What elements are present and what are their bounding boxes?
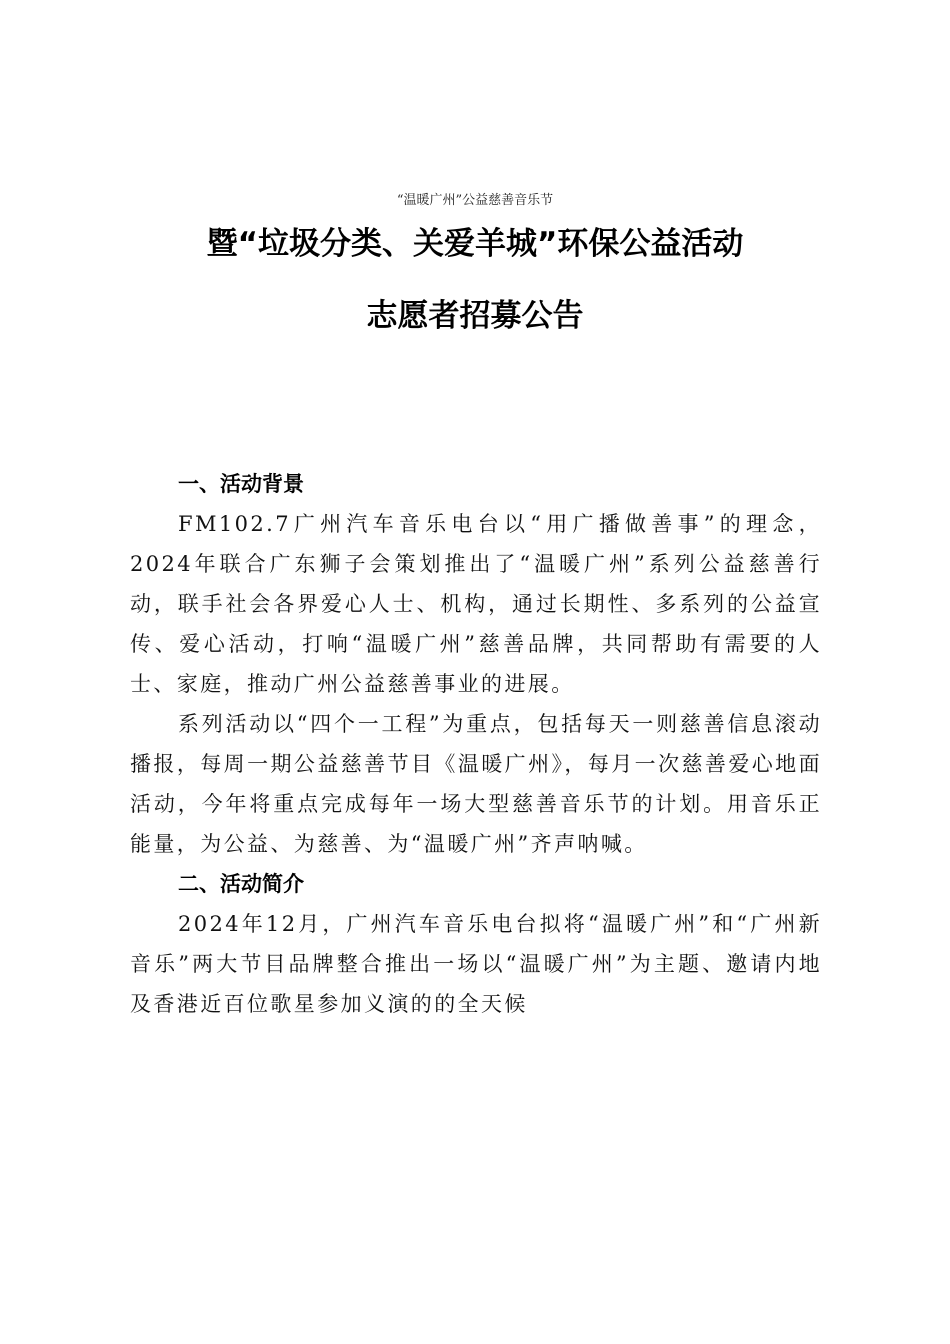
document-title-line-1: 暨“垃圾分类、关爱羊城”环保公益活动 bbox=[206, 226, 744, 262]
paragraph-introduction-1: 2024年12月，广州汽车音乐电台拟将“温暖广州”和“广州新音乐”两大节目品牌整合推出一场以“温暖广州”为主题、邀请内地及香港近百位歌星参加义演的的全天候 bbox=[130, 912, 822, 1016]
section-heading-background: 一、活动背景 bbox=[178, 472, 304, 496]
section-heading-introduction: 二、活动简介 bbox=[178, 872, 304, 896]
paragraph-background-1: FM102.7广州汽车音乐电台以“用广播做善事”的理念，2024年联合广东狮子会策划推出了“温暖广州”系列公益慈善行动，联手社会各界爱心人士、机构，通过长期性、多系列的公益宣传、爱心活动，打响“温暖广州”慈善品牌，共同帮助有需要的人士、家庭，推动广州公益慈善事业的进展。 bbox=[130, 512, 822, 696]
document-title-line-2: 志愿者招募公告 bbox=[366, 298, 584, 334]
document-subtitle: “温暖广州”公益慈善音乐节 bbox=[396, 193, 554, 208]
paragraph-background-2: 系列活动以“四个一工程”为重点，包括每天一则慈善信息滚动播报，每周一期公益慈善节目《温暖广州》，每月一次慈善爱心地面活动，今年将重点完成每年一场大型慈善音乐节的计划。用音乐正能量，为公益、为慈善、为“温暖广州”齐声呐喊。 bbox=[130, 712, 822, 856]
document-body bbox=[130, 464, 822, 1024]
